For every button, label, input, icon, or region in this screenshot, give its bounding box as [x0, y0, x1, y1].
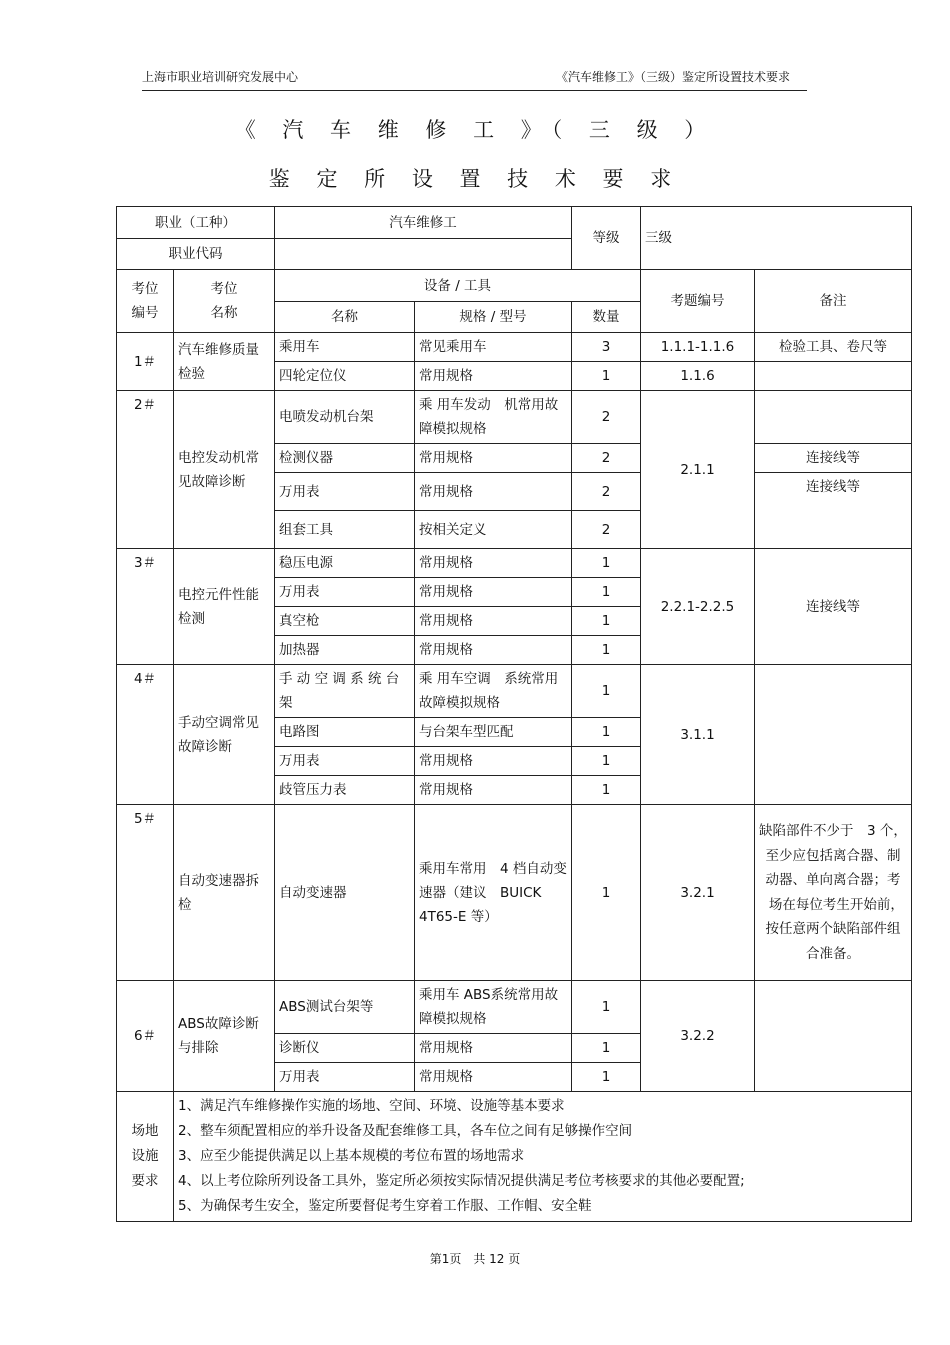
equipment-name: 万用表 — [275, 473, 415, 511]
equipment-qty: 1 — [572, 981, 641, 1034]
col-exam-no: 考题编号 — [641, 270, 755, 333]
equipment-qty: 1 — [572, 1034, 641, 1063]
site-requirement-item: 4、以上考位除所列设备工具外，鉴定所必须按实际情况提供满足考位考核要求的其他必要配置; — [178, 1173, 745, 1189]
equipment-spec: 常用规格 — [415, 1034, 572, 1063]
equipment-qty: 2 — [572, 511, 641, 549]
remark — [755, 665, 912, 805]
col-qty: 数量 — [572, 302, 641, 333]
equipment-name: 真空枪 — [275, 607, 415, 636]
remark: 连接线等 — [755, 473, 912, 549]
equipment-name: 电喷发动机台架 — [275, 391, 415, 444]
equipment-name: 稳压电源 — [275, 549, 415, 578]
page-subtitle: 鉴 定 所 设 置 技 术 要 求 — [268, 167, 682, 191]
page-title: 《 汽 车 维 修 工 》（ 三 级 ） — [234, 118, 716, 142]
site-requirement-item: 3、应至少能提供满足以上基本规模的考位布置的场地需求 — [178, 1148, 525, 1164]
equipment-spec: 常用规格 — [415, 362, 572, 391]
station-no: 3＃ — [117, 549, 174, 665]
equipment-qty: 1 — [572, 665, 641, 718]
remark — [755, 981, 912, 1092]
col-spec: 规格 / 型号 — [415, 302, 572, 333]
station-no: 6＃ — [117, 981, 174, 1092]
station-name: 电控元件性能检测 — [174, 549, 275, 665]
station-name: 电控发动机常见故障诊断 — [174, 391, 275, 549]
site-requirements-list — [174, 1092, 912, 1222]
level-label: 等级 — [572, 207, 641, 270]
equipment-spec: 常用规格 — [415, 607, 572, 636]
site-requirements-row — [117, 1092, 912, 1222]
equipment-spec: 常用规格 — [415, 473, 572, 511]
station-no: 2＃ — [117, 391, 174, 549]
equipment-spec: 常用规格 — [415, 578, 572, 607]
equipment-qty: 1 — [572, 1063, 641, 1092]
equipment-spec: 常用规格 — [415, 747, 572, 776]
equipment-name: 手 动 空 调 系 统 台 架 — [275, 665, 415, 718]
equipment-qty: 2 — [572, 444, 641, 473]
site-requirement-item: 5、为确保考生安全，鉴定所要督促考生穿着工作服、工作帽、安全鞋 — [178, 1198, 592, 1214]
exam-no: 3.2.1 — [641, 805, 755, 981]
remark: 连接线等 — [755, 444, 912, 473]
remark — [755, 362, 912, 391]
equipment-spec: 常用规格 — [415, 1063, 572, 1092]
exam-no: 1.1.6 — [641, 362, 755, 391]
exam-no: 2.2.1-2.2.5 — [641, 549, 755, 665]
equipment-name: 自动变速器 — [275, 805, 415, 981]
exam-no: 3.1.1 — [641, 665, 755, 805]
level-value: 三级 — [641, 207, 912, 270]
header-right: 《汽车维修工》（三级）鉴定所设置技术要求 — [555, 70, 790, 84]
equipment-qty: 3 — [572, 333, 641, 362]
equipment-spec: 乘 用车发动 机常用故障模拟规格 — [415, 391, 572, 444]
table-row — [117, 391, 912, 444]
site-requirement-item: 1、满足汽车维修操作实施的场地、空间、环境、设施等基本要求 — [178, 1098, 565, 1114]
station-name: ABS故障诊断与排除 — [174, 981, 275, 1092]
remark: 缺陷部件不少于 3 个，至少应包括离合器、制动器、单向离合器；考场在每位考生开始前， 按任意两个缺陷部件组合准备。 — [755, 805, 912, 981]
station-name: 手动空调常见故障诊断 — [174, 665, 275, 805]
station-name: 汽车维修质量检验 — [174, 333, 275, 391]
requirements-table — [116, 206, 912, 1222]
col-name: 名称 — [275, 302, 415, 333]
equipment-qty: 1 — [572, 636, 641, 665]
equipment-spec: 乘用车 ABS系统常用故障模拟规格 — [415, 981, 572, 1034]
header-left: 上海市职业培训研究发展中心 — [142, 70, 299, 84]
code-label: 职业代码 — [117, 239, 275, 270]
equipment-qty: 1 — [572, 607, 641, 636]
col-station-name: 考位 名称 — [174, 270, 275, 333]
station-no: 4＃ — [117, 665, 174, 805]
occupation-value: 汽车维修工 — [275, 207, 572, 239]
equipment-spec: 常用规格 — [415, 549, 572, 578]
equipment-spec: 与台架车型匹配 — [415, 718, 572, 747]
remark: 连接线等 — [755, 549, 912, 665]
equipment-spec: 常用规格 — [415, 636, 572, 665]
occupation-label: 职业（工种） — [117, 207, 275, 239]
table-row — [117, 665, 912, 718]
equipment-qty: 2 — [572, 391, 641, 444]
equipment-spec: 乘 用车空调 系统常用故障模拟规格 — [415, 665, 572, 718]
equipment-name: 检测仪器 — [275, 444, 415, 473]
col-remark: 备注 — [755, 270, 912, 333]
equipment-qty: 1 — [572, 362, 641, 391]
equipment-name: 万用表 — [275, 578, 415, 607]
equipment-qty: 1 — [572, 549, 641, 578]
equipment-name: 四轮定位仪 — [275, 362, 415, 391]
equipment-name: ABS测试台架等 — [275, 981, 415, 1034]
equipment-spec: 常用规格 — [415, 444, 572, 473]
equipment-qty: 1 — [572, 805, 641, 981]
equipment-name: 歧管压力表 — [275, 776, 415, 805]
equipment-qty: 2 — [572, 473, 641, 511]
equipment-qty: 1 — [572, 776, 641, 805]
page-number: 第1页 共 12 页 — [429, 1252, 521, 1266]
equipment-qty: 1 — [572, 718, 641, 747]
equipment-name: 诊断仪 — [275, 1034, 415, 1063]
equipment-name: 电路图 — [275, 718, 415, 747]
col-equipment: 设备 / 工具 — [275, 270, 641, 302]
equipment-name: 万用表 — [275, 1063, 415, 1092]
station-no: 1＃ — [117, 333, 174, 391]
table-row — [117, 333, 912, 362]
equipment-qty: 1 — [572, 578, 641, 607]
equipment-qty: 1 — [572, 747, 641, 776]
remark — [755, 391, 912, 444]
exam-no: 3.2.2 — [641, 981, 755, 1092]
station-no: 5＃ — [117, 805, 174, 981]
equipment-spec: 常用规格 — [415, 776, 572, 805]
table-row — [117, 805, 912, 981]
equipment-name: 万用表 — [275, 747, 415, 776]
exam-no: 2.1.1 — [641, 391, 755, 549]
header-divider — [142, 90, 807, 91]
equipment-name: 组套工具 — [275, 511, 415, 549]
remark: 检验工具、卷尺等 — [755, 333, 912, 362]
equipment-spec: 乘用车常用 4 档自动变速器（建议 BUICK 4T65-E 等） — [415, 805, 572, 981]
station-name: 自动变速器拆检 — [174, 805, 275, 981]
site-requirement-item: 2、整车须配置相应的举升设备及配套维修工具，各车位之间有足够操作空间 — [178, 1123, 633, 1139]
equipment-spec: 按相关定义 — [415, 511, 572, 549]
table-row — [117, 981, 912, 1034]
equipment-name: 加热器 — [275, 636, 415, 665]
col-station-no: 考位 编号 — [117, 270, 174, 333]
equipment-name: 乘用车 — [275, 333, 415, 362]
table-row — [117, 549, 912, 578]
site-requirements-label: 场地 设施 要求 — [117, 1092, 174, 1222]
code-value — [275, 239, 572, 270]
equipment-spec: 常见乘用车 — [415, 333, 572, 362]
exam-no: 1.1.1-1.1.6 — [641, 333, 755, 362]
